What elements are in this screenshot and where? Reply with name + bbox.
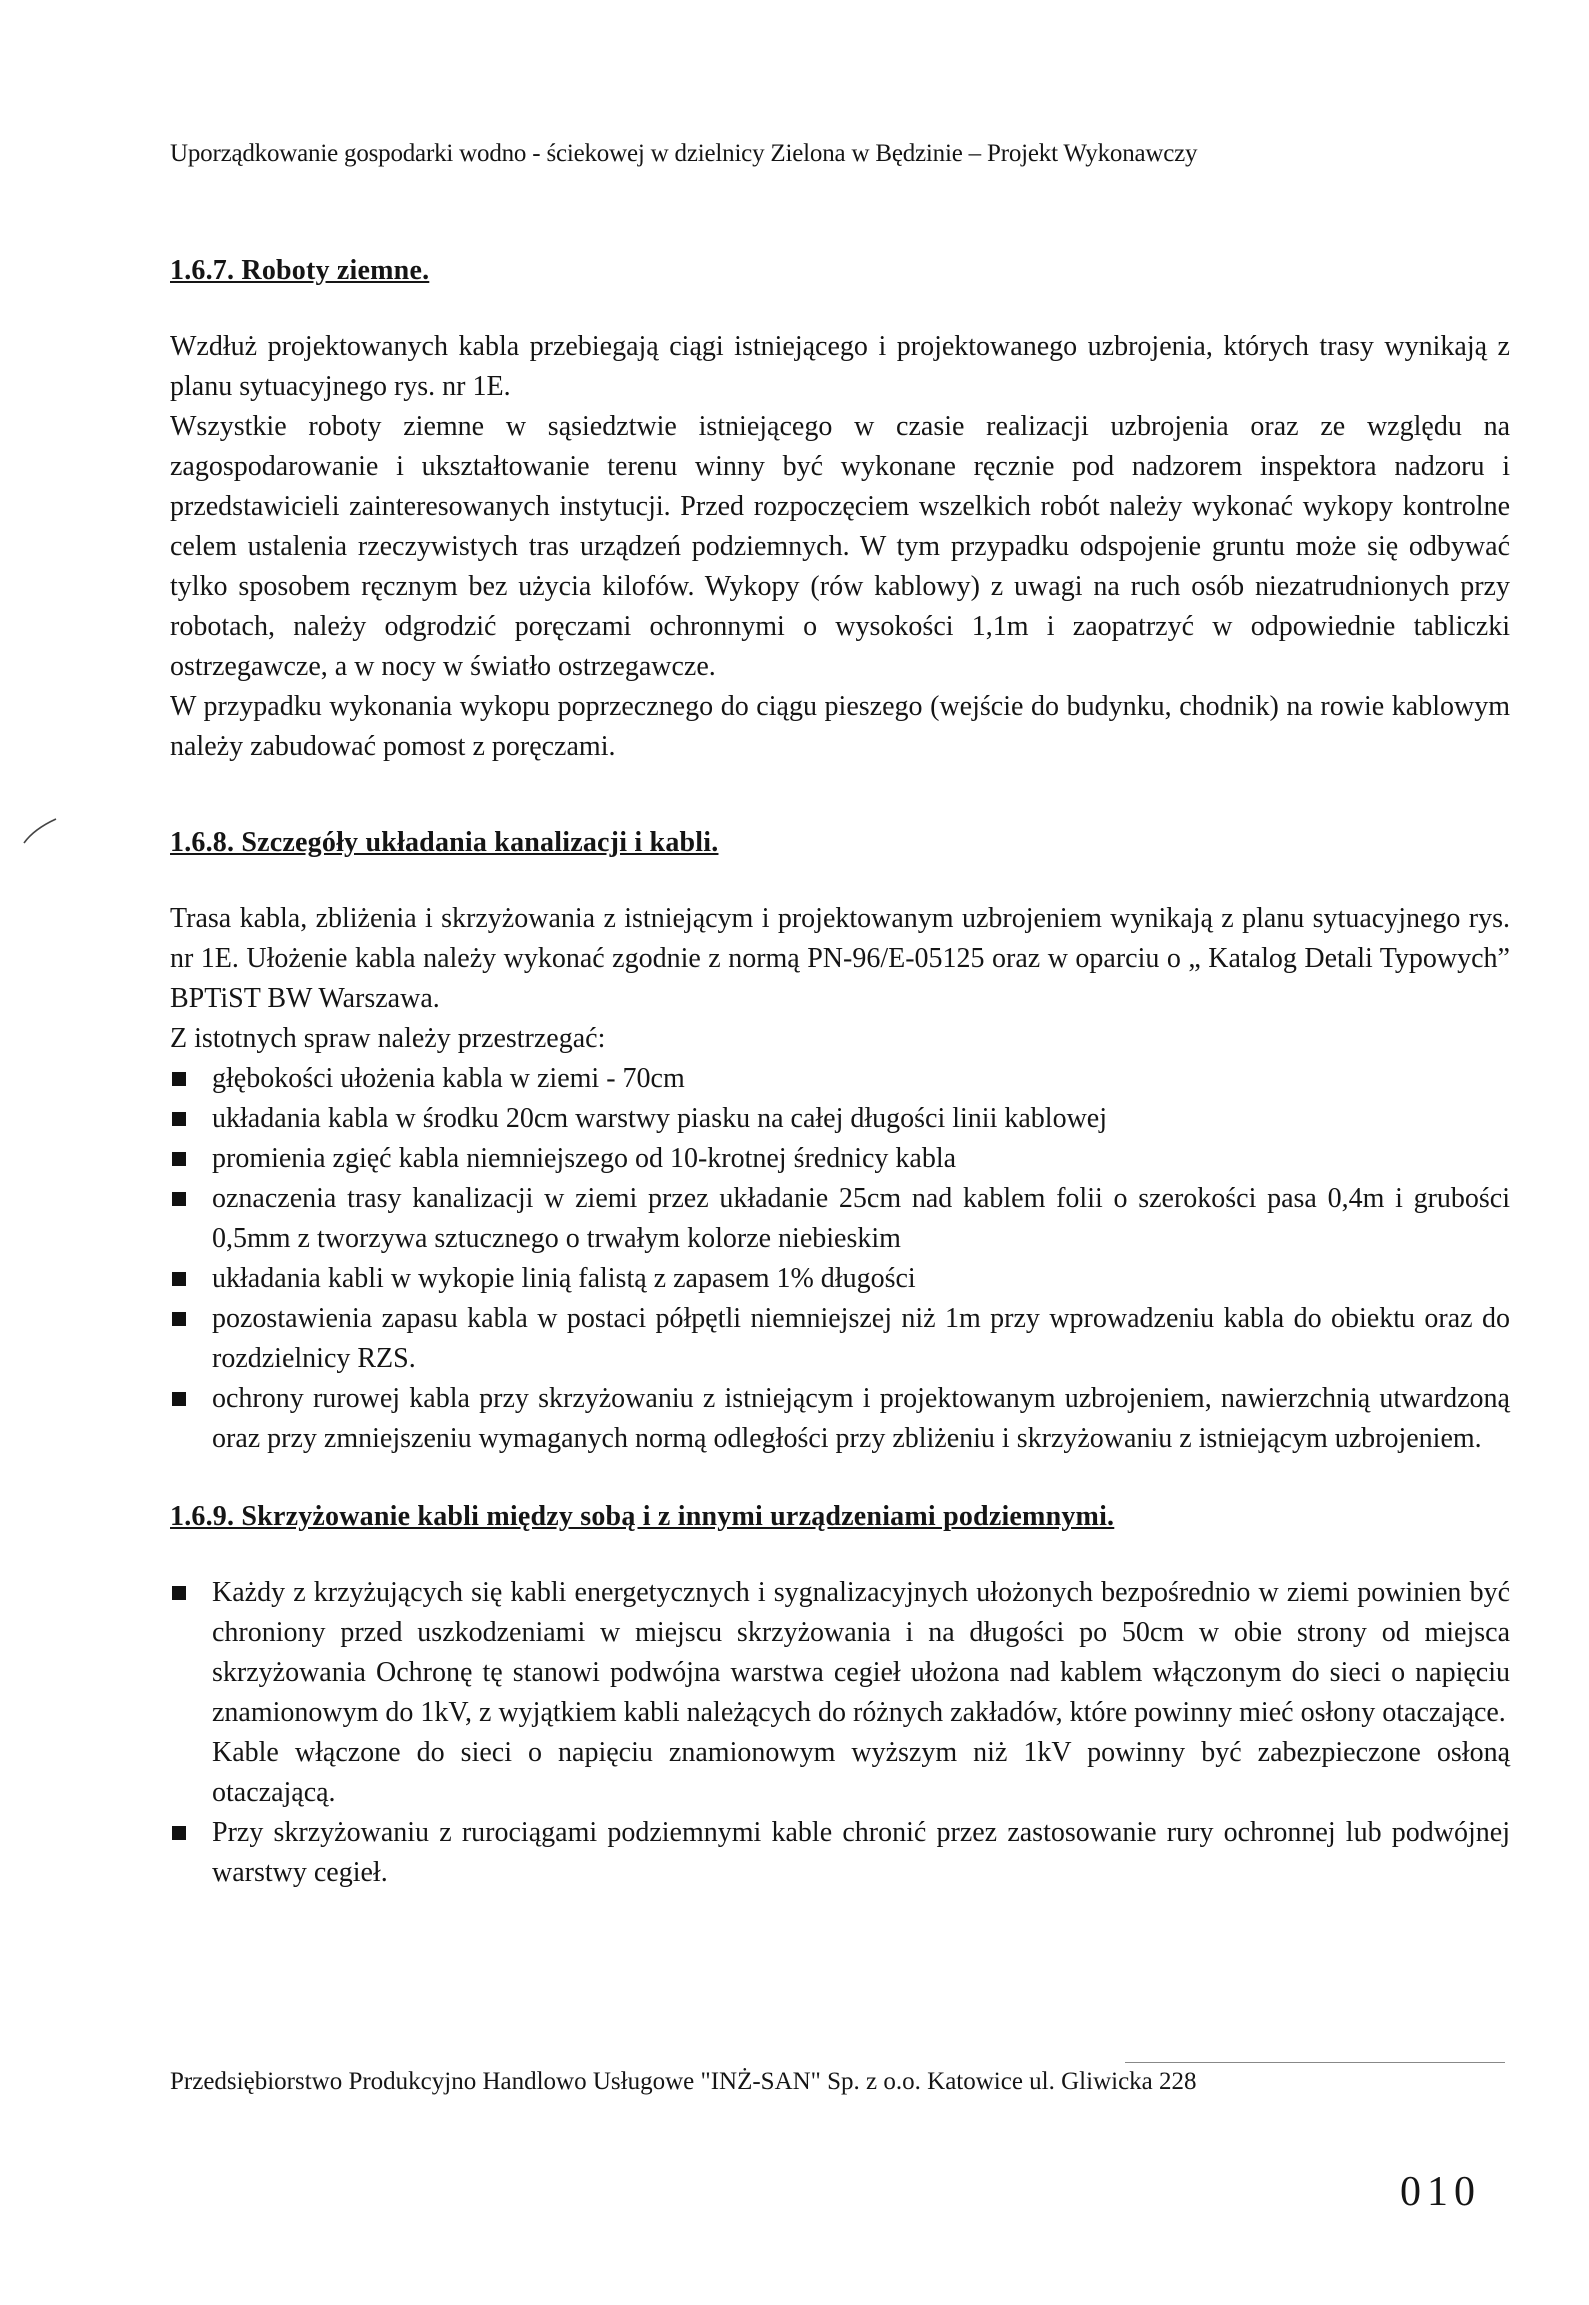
square-bullet-icon: [172, 1826, 186, 1840]
requirements-list: [170, 1059, 1510, 1459]
section-heading-roboty-ziemne: 1.6.7. Roboty ziemne.: [170, 255, 430, 286]
section-heading-szczegoly-ukladania: 1.6.8. Szczegóły układania kanalizacji i kabli.: [170, 827, 719, 858]
square-bullet-icon: [172, 1272, 186, 1286]
square-bullet-icon: [172, 1312, 186, 1326]
paragraph: Wzdłuż projektowanych kabla przebiegają ciągi istniejącego i projektowanego uzbrojenia, których trasy wynikają z planu sytuacyjnego rys. nr 1E.: [170, 331, 1510, 402]
document-body: [170, 255, 1510, 1893]
square-bullet-icon: [172, 1586, 186, 1600]
list-item-text: oznaczenia trasy kanalizacji w ziemi przez układanie 25cm nad kablem folii o szerokości pasa 0,4m i grubości 0,5mm z tworzywa sztucznego o trwałym kolorze niebieskim: [212, 1183, 1510, 1254]
list-item: [170, 1179, 1510, 1259]
list-item: [170, 1573, 1510, 1813]
section-heading-skrzyzowanie-kabli: 1.6.9. Skrzyżowanie kabli między sobą i z innymi urządzeniami podziemnymi.: [170, 1501, 1115, 1532]
page-footer: Przedsiębiorstwo Produkcyjno Handlowo Usługowe "INŻ-SAN" Sp. z o.o. Katowice ul. Gliwicka 228: [170, 2068, 1197, 2095]
margin-pen-mark: [22, 815, 58, 845]
crossing-rules-list: [170, 1573, 1510, 1893]
list-item: [170, 1059, 1510, 1099]
list-item: [170, 1099, 1510, 1139]
list-item: [170, 1259, 1510, 1299]
list-item: [170, 1813, 1510, 1893]
paragraph: Z istotnych spraw należy przestrzegać:: [170, 1023, 606, 1054]
list-item-text: pozostawienia zapasu kabla w postaci półpętli niemniejszej niż 1m przy wprowadzeniu kabla do obiektu oraz do rozdzielnicy RZS.: [212, 1303, 1510, 1374]
page-header: Uporządkowanie gospodarki wodno - ściekowej w dzielnicy Zielona w Będzinie – Projekt Wykonawczy: [170, 140, 1198, 167]
list-item: [170, 1379, 1510, 1459]
list-item-text: głębokości ułożenia kabla w ziemi - 70cm: [212, 1063, 685, 1094]
footer-rule: [1125, 2062, 1505, 2063]
list-item-subtext: Kable włączone do sieci o napięciu znamionowym wyższym niż 1kV powinny być zabezpieczone osłoną otaczającą.: [212, 1737, 1510, 1808]
list-item-text: promienia zgięć kabla niemniejszego od 10-krotnej średnicy kabla: [212, 1143, 957, 1174]
square-bullet-icon: [172, 1392, 186, 1406]
list-item-text: układania kabla w środku 20cm warstwy piasku na całej długości linii kablowej: [212, 1103, 1108, 1134]
list-item-text: Przy skrzyżowaniu z rurociągami podziemnymi kable chronić przez zastosowanie rury ochronnej lub podwójnej warstwy cegieł.: [212, 1817, 1510, 1888]
list-item: [170, 1299, 1510, 1379]
paragraph: Wszystkie roboty ziemne w sąsiedztwie istniejącego w czasie realizacji uzbrojenia oraz ze względu na zagospodarowanie i ukształtowanie terenu winny być wykonane ręcznie pod nadzorem inspektora nadzoru i przedstawicieli zainteresowanych instytucji. Przed rozpoczęciem wszelkich robót należy wykonać wykopy kontrolne celem ustalenia rzeczywistych tras urządzeń podziemnych. W tym przypadku odspojenie gruntu może się odbywać tylko sposobem ręcznym bez użycia kilofów. Wykopy (rów kablowy) z uwagi na ruch osób niezatrudnionych przy robotach, należy odgrodzić poręczami ochronnymi o wysokości 1,1m i zaopatrzyć w odpowiednie tabliczki ostrzegawcze, a w nocy w światło ostrzegawcze.: [170, 411, 1510, 682]
paragraph: W przypadku wykonania wykopu poprzecznego do ciągu pieszego (wejście do budynku, chodnik) na rowie kablowym należy zabudować pomost z poręczami.: [170, 691, 1510, 762]
square-bullet-icon: [172, 1152, 186, 1166]
square-bullet-icon: [172, 1112, 186, 1126]
paragraph: Trasa kabla, zbliżenia i skrzyżowania z istniejącym i projektowanym uzbrojeniem wynikają z planu sytuacyjnego rys. nr 1E. Ułożenie kabla należy wykonać zgodnie z normą PN-96/E-05125 oraz w oparciu o „ Katalog Detali Typowych” BPTiST BW Warszawa.: [170, 903, 1510, 1014]
list-item-text: układania kabli w wykopie linią falistą z zapasem 1% długości: [212, 1263, 916, 1294]
page-number: 010: [1400, 2169, 1481, 2215]
square-bullet-icon: [172, 1072, 186, 1086]
list-item: [170, 1139, 1510, 1179]
list-item-text: ochrony rurowej kabla przy skrzyżowaniu z istniejącym i projektowanym uzbrojeniem, nawierzchnią utwardzoną oraz przy zmniejszeniu wymaganych normą odległości przy zbliżeniu i skrzyżowaniu z istniejącym uzbrojeniem.: [212, 1383, 1510, 1454]
square-bullet-icon: [172, 1192, 186, 1206]
list-item-text: Każdy z krzyżujących się kabli energetycznych i sygnalizacyjnych ułożonych bezpośrednio w ziemi powinien być chroniony przed uszkodzeniami w miejscu skrzyżowania i na długości po 50cm w obie strony od miejsca skrzyżowania Ochronę tę stanowi podwójna warstwa cegieł ułożona nad kablem włączonym do sieci o napięciu znamionowym do 1kV, z wyjątkiem kabli należących do różnych zakładów, które powinny mieć osłony otaczające.: [212, 1577, 1510, 1728]
